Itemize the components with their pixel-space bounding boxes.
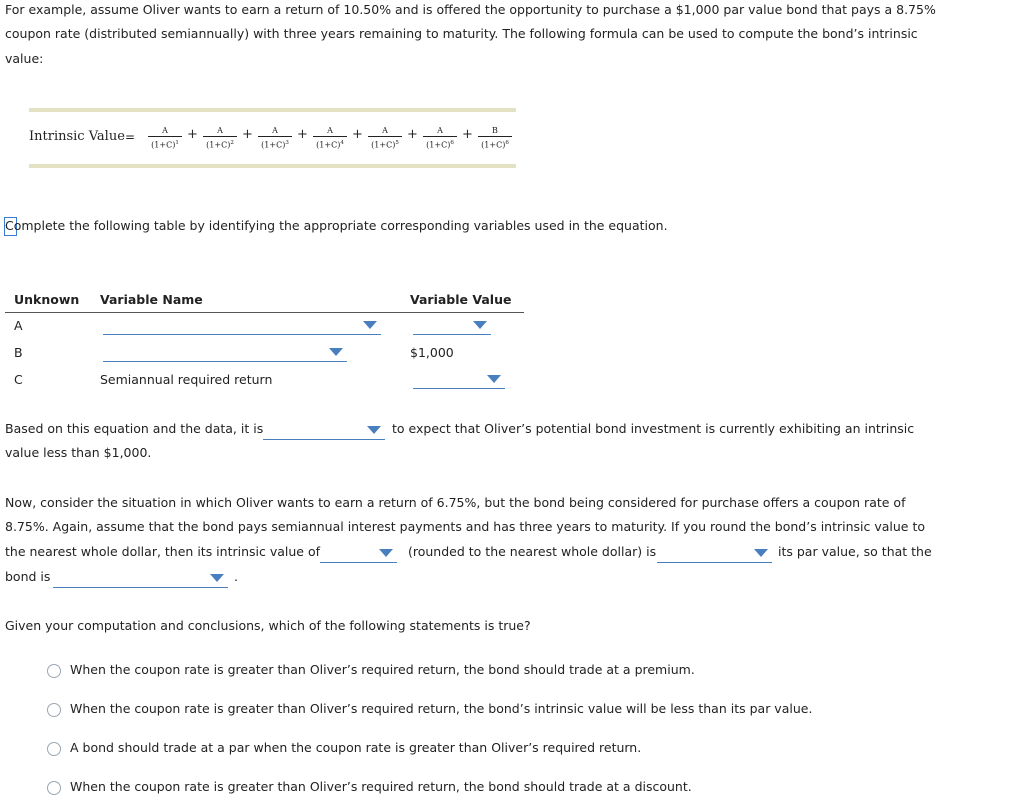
formula-plus: + [352,127,363,142]
term-5-numerator: A [382,126,388,135]
q3-prompt: Given your computation and conclusions, which of the following statements is true? [5,618,531,633]
term-4-numerator: A [327,126,333,135]
row-c-variable-value-dropdown[interactable] [413,366,505,389]
formula-plus: + [297,127,308,142]
chevron-down-icon [473,321,487,329]
q2-bond-status-dropdown[interactable] [53,565,228,588]
term-2-exponent: 2 [230,140,234,146]
q2-comparison-dropdown[interactable] [657,540,772,563]
header-variable-name: Variable Name [100,292,203,307]
chevron-down-icon [210,574,224,582]
row-b-unknown: B [14,345,23,360]
q1-text-after: to expect that Oliver’s potential bond investment is currently exhibiting an intrinsic [392,421,915,436]
row-a-variable-name-dropdown[interactable] [103,312,381,335]
term-5-denominator: (1+C) [371,140,396,150]
q2-line-2: 8.75%. Again, assume that the bond pays semiannual interest payments and has three years to maturity. If you round the bond’s intrinsic value to [5,519,926,534]
row-a-variable-value-dropdown[interactable] [413,312,491,335]
formula-term-2 [202,125,238,152]
term-6-denominator: (1+C) [426,140,451,150]
row-b-variable-name-dropdown[interactable] [103,339,347,362]
formula-term-7 [477,125,513,152]
chevron-down-icon [754,549,768,557]
term-7-denominator: (1+C) [481,140,506,150]
q1-text-before: Based on this equation and the data, it is [5,421,264,436]
formula-plus: + [407,127,418,142]
term-3-exponent: 3 [285,140,289,146]
q3-option-3-label[interactable]: A bond should trade at a par when the coupon rate is greater than Oliver’s required return. [70,740,642,755]
formula-term-1 [147,125,183,152]
chevron-down-icon [329,348,343,356]
term-1-denominator: (1+C) [151,140,176,150]
term-2-numerator: A [217,126,223,135]
q1-line-2: value less than $1,000. [5,445,152,460]
row-b-variable-value: $1,000 [410,345,454,360]
formula-term-5 [367,125,403,152]
formula-top-rule [29,108,516,112]
q1-likelihood-dropdown[interactable] [263,417,385,440]
formula-plus: + [462,127,473,142]
formula-term-6 [422,125,458,152]
term-6-numerator: A [437,126,443,135]
row-a-unknown: A [14,318,23,333]
formula-plus: + [242,127,253,142]
term-3-denominator: (1+C) [261,140,286,150]
chevron-down-icon [379,549,393,557]
term-7-exponent: 6 [505,140,509,146]
term-6-exponent: 6 [450,140,454,146]
q2-line-1: Now, consider the situation in which Oliver wants to earn a return of 6.75%, but the bond being considered for purchase offers a coupon rate of [5,495,906,510]
q3-option-1-label[interactable]: When the coupon rate is greater than Oliver’s required return, the bond should trade at a premium. [70,662,695,677]
q3-option-2-radio[interactable] [47,703,61,717]
term-4-exponent: 4 [340,140,344,146]
q3-option-4-label[interactable]: When the coupon rate is greater than Oliver’s required return, the bond should trade at a discount. [70,779,692,794]
q3-option-2-label[interactable]: When the coupon rate is greater than Oliver’s required return, the bond’s intrinsic value will be less than its par value. [70,701,813,716]
q2-line-3b: (rounded to the nearest whole dollar) is [408,544,657,559]
formula-bottom-rule [29,164,516,168]
intro-line-2: coupon rate (distributed semiannually) with three years remaining to maturity. The following formula can be used to compute the bond’s intrinsic [5,26,918,41]
q2-intrinsic-value-dropdown[interactable] [320,540,397,563]
q2-line-4b: . [234,569,238,584]
header-unknown: Unknown [14,292,80,307]
row-c-unknown: C [14,372,23,387]
formula-label: Intrinsic Value [29,129,125,144]
q3-option-3-radio[interactable] [47,742,61,756]
term-4-denominator: (1+C) [316,140,341,150]
term-7-numerator: B [492,126,498,135]
row-c-variable-name: Semiannual required return [100,372,273,387]
formula-term-3 [257,125,293,152]
formula-term-4 [312,125,348,152]
intro-line-3: value: [5,51,44,66]
table-instruction: Complete the following table by identifying the appropriate corresponding variables used in the equation. [5,218,668,233]
q3-option-1-radio[interactable] [47,664,61,678]
term-1-exponent: 1 [175,140,179,146]
formula-equals: = [125,130,136,144]
term-3-numerator: A [272,126,278,135]
q3-option-4-radio[interactable] [47,781,61,795]
chevron-down-icon [363,321,377,329]
q2-line-3c: its par value, so that the [778,544,932,559]
header-variable-value: Variable Value [410,292,512,307]
chevron-down-icon [487,375,501,383]
formula-plus: + [187,127,198,142]
q2-line-4a: bond is [5,569,51,584]
chevron-down-icon [367,426,381,434]
intrinsic-value-formula [29,122,529,158]
term-5-exponent: 5 [395,140,399,146]
term-2-denominator: (1+C) [206,140,231,150]
intro-line-1: For example, assume Oliver wants to earn a return of 10.50% and is offered the opportunity to purchase a $1,000 par value bond that pays a 8.75% [5,2,936,17]
q2-line-3a: the nearest whole dollar, then its intrinsic value of [5,544,321,559]
term-1-numerator: A [162,126,168,135]
